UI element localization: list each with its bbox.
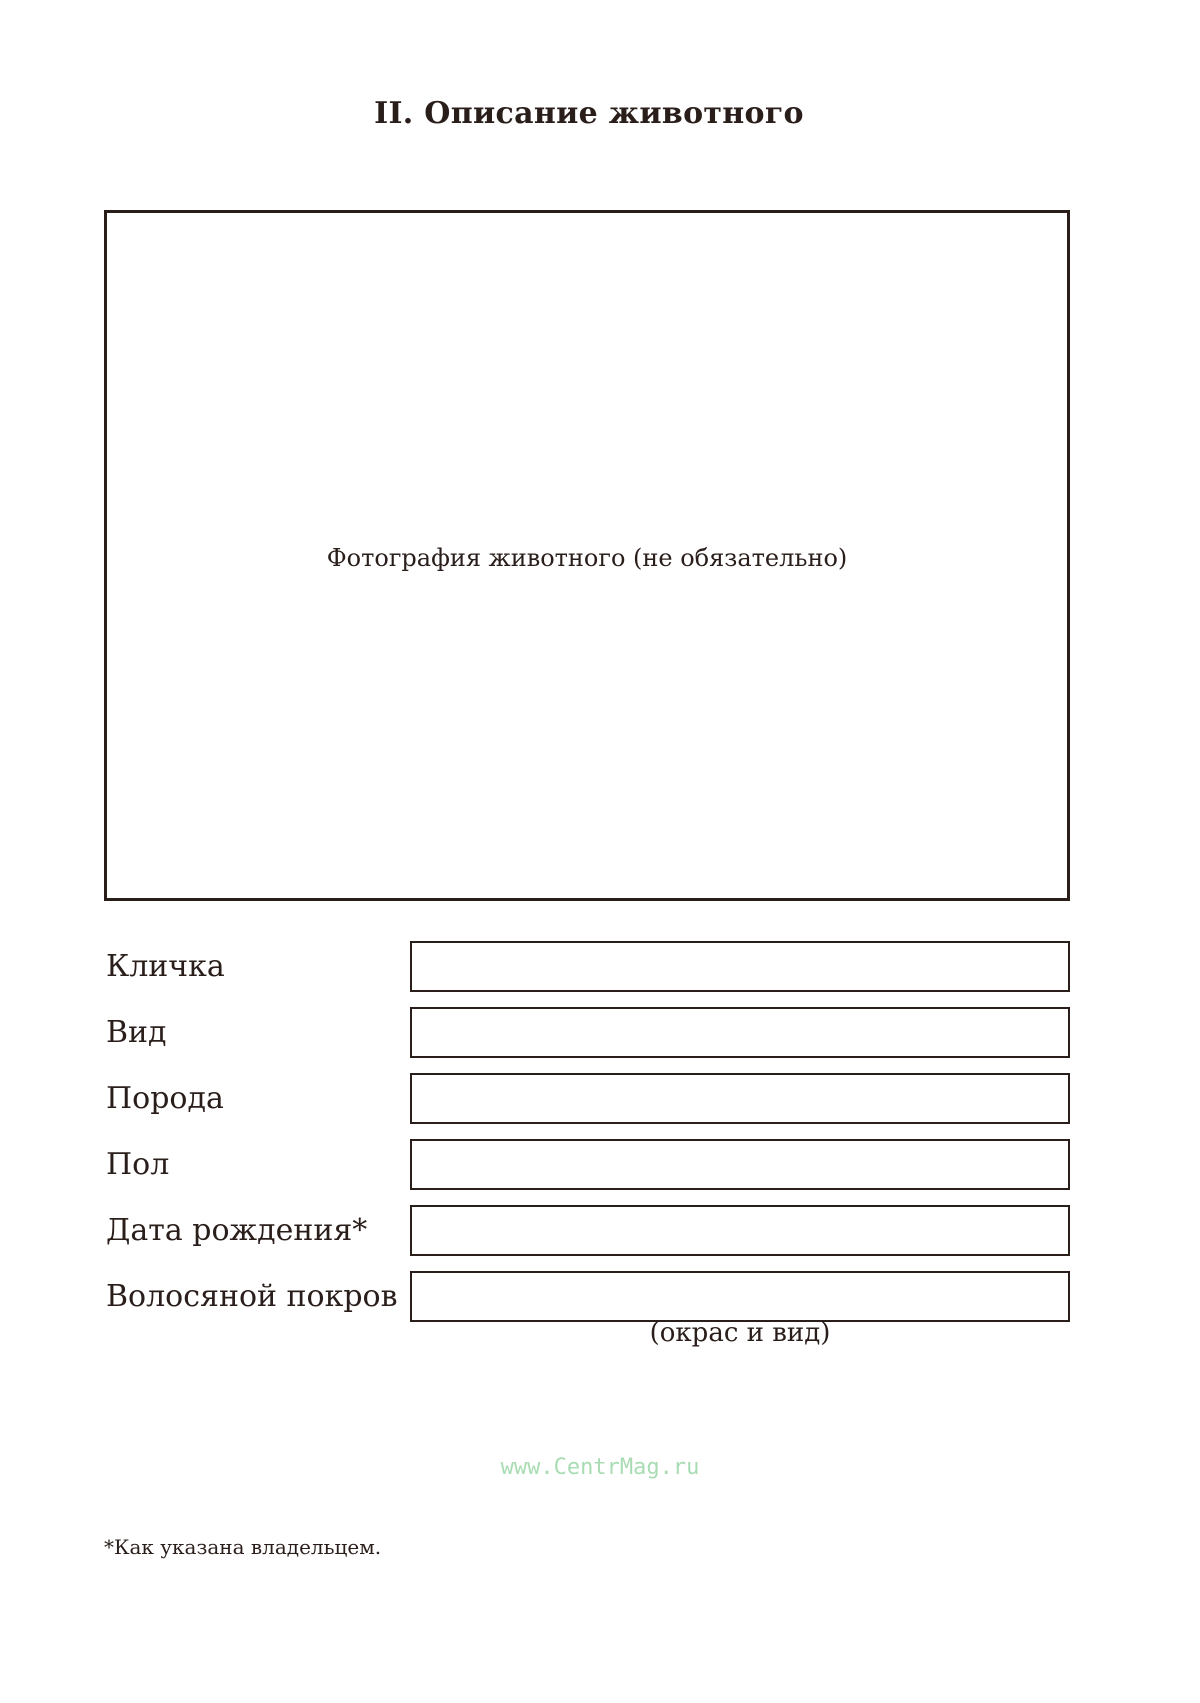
coat-field[interactable] — [410, 1271, 1070, 1322]
birth-date-label: Дата рождения* — [106, 1213, 368, 1248]
sex-field[interactable] — [410, 1139, 1070, 1190]
coat-hint: (окрас и вид) — [649, 1318, 831, 1348]
coat-label: Волосяной покров — [106, 1279, 398, 1314]
photo-caption: Фотография животного (не обязательно) — [326, 543, 848, 572]
sex-label: Пол — [106, 1147, 170, 1182]
watermark: www.CentrMag.ru — [500, 1455, 700, 1480]
photo-placeholder[interactable] — [104, 210, 1070, 901]
species-label: Вид — [106, 1015, 167, 1050]
breed-field[interactable] — [410, 1073, 1070, 1124]
birth-date-field[interactable] — [410, 1205, 1070, 1256]
page-title: II. Описание животного — [374, 96, 804, 131]
footnote: *Как указана владельцем. — [104, 1535, 382, 1559]
name-field[interactable] — [410, 941, 1070, 992]
name-label: Кличка — [106, 949, 225, 984]
breed-label: Порода — [106, 1081, 224, 1116]
species-field[interactable] — [410, 1007, 1070, 1058]
